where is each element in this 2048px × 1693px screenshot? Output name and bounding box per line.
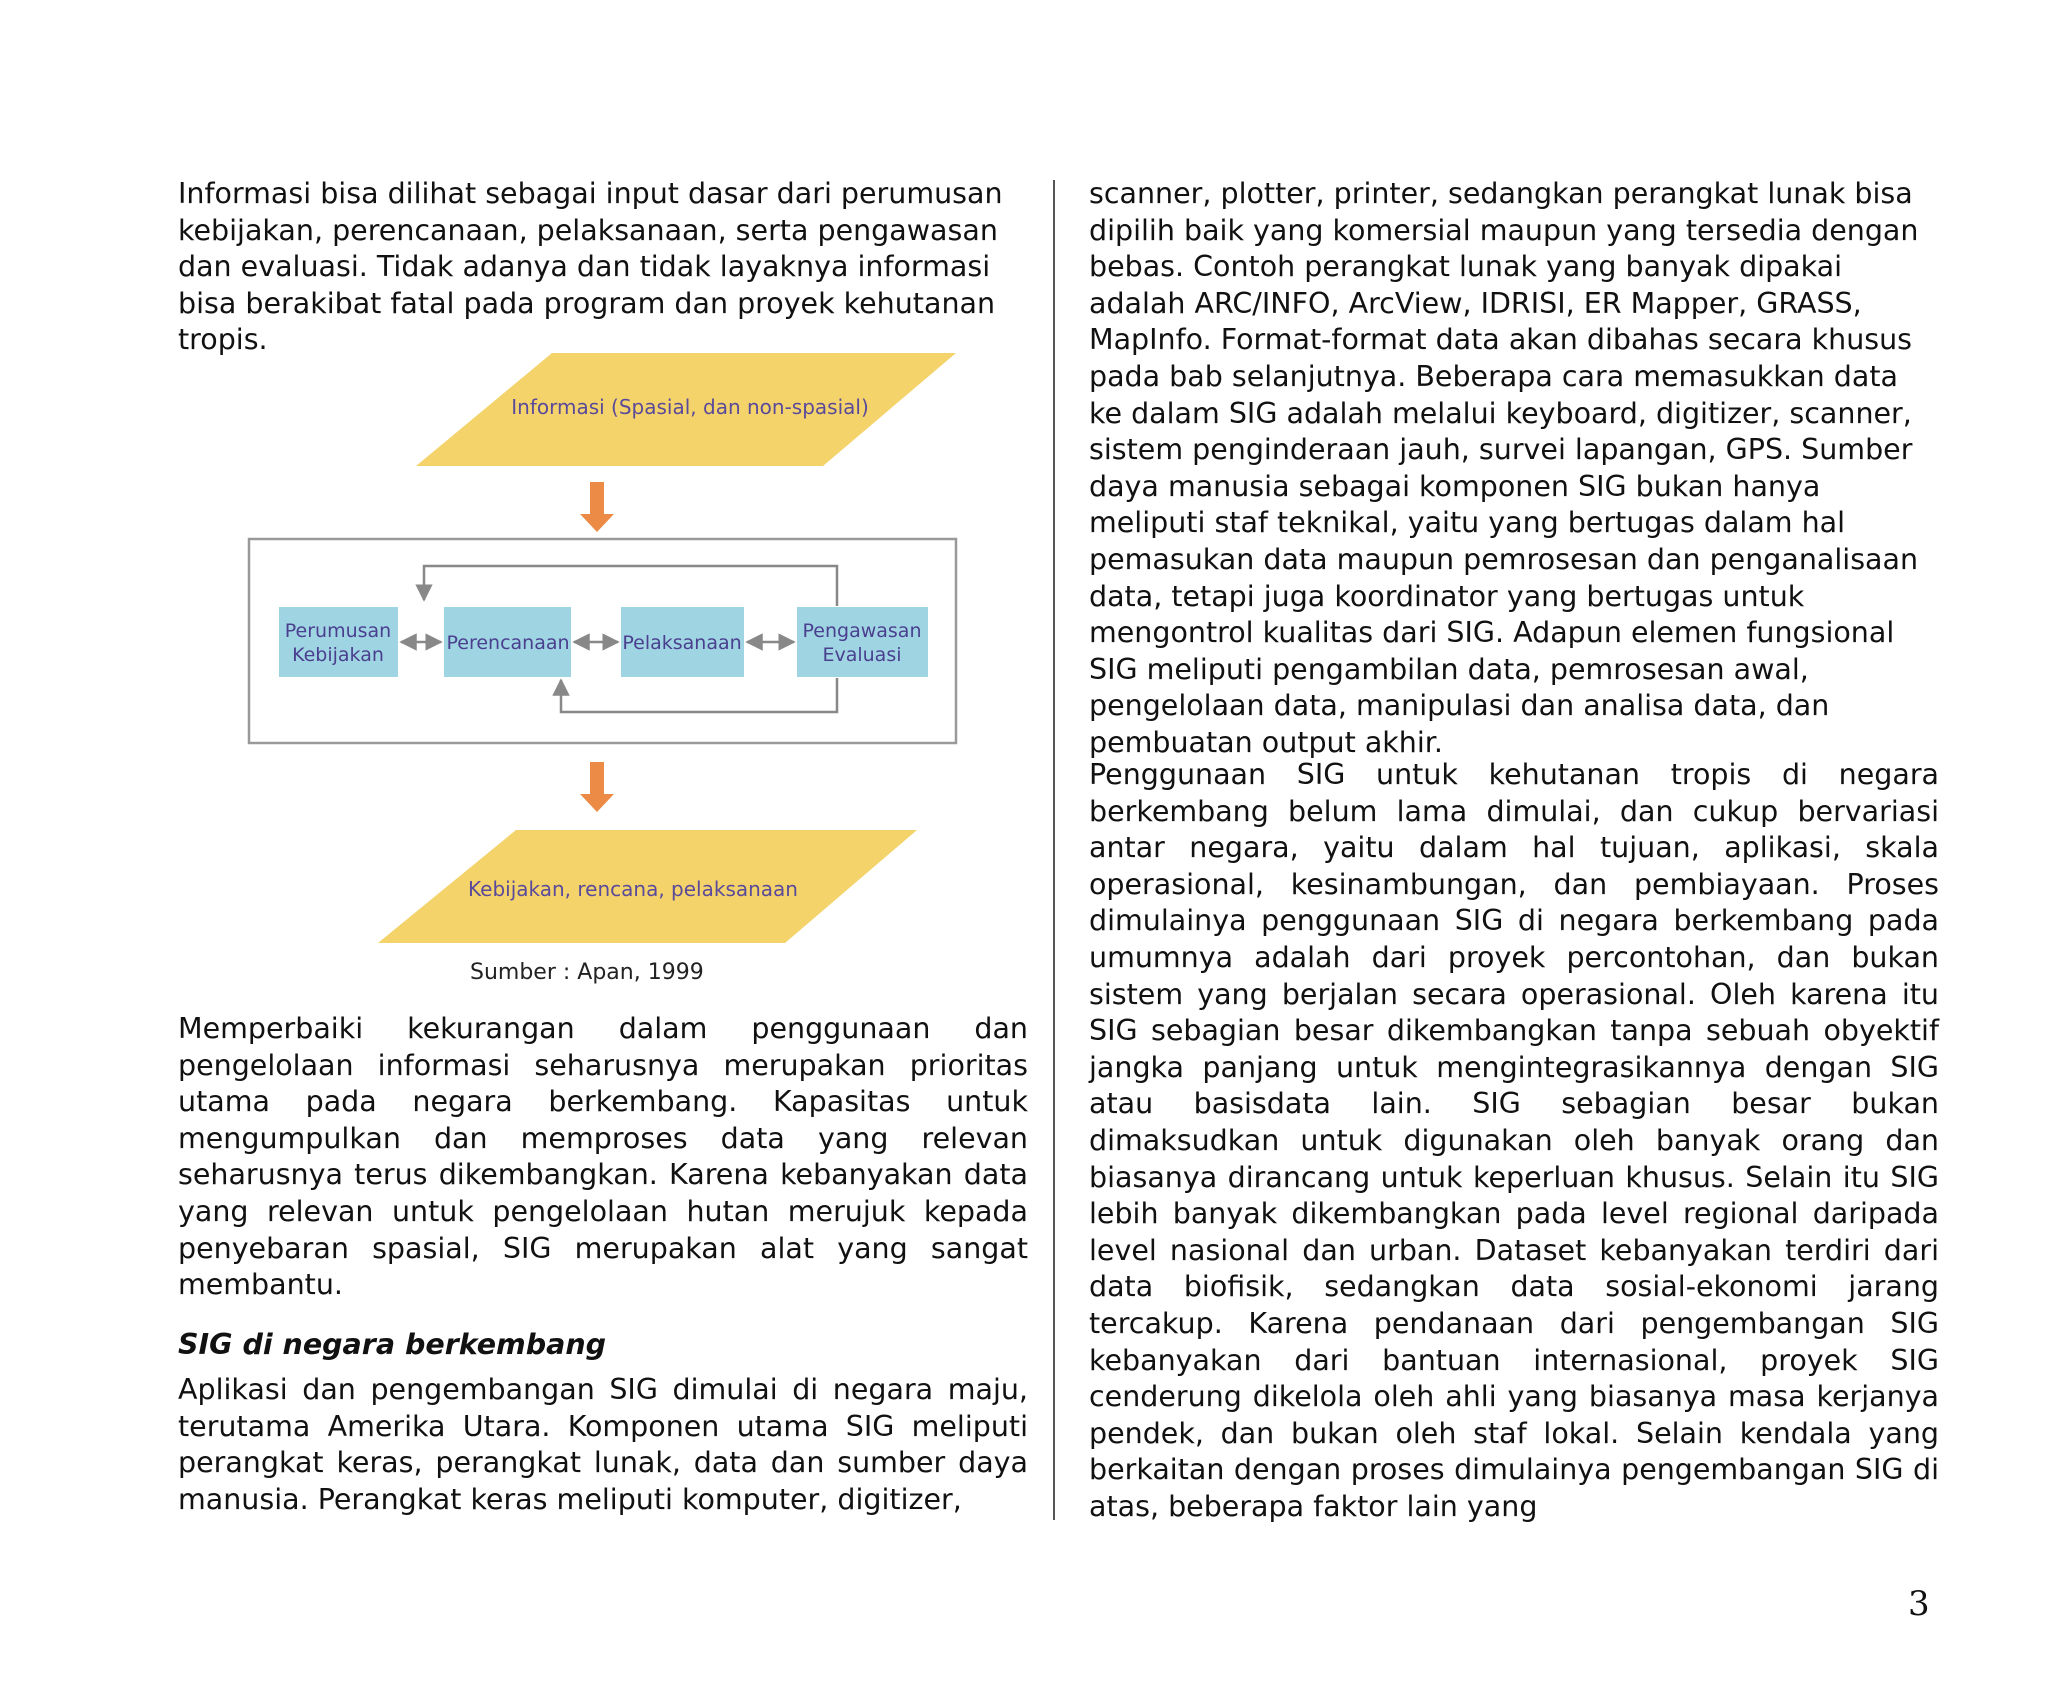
right-paragraph-components: scanner, plotter, printer, sedangkan perangkat lunak bisa dipilih baik yang komersial maupun yang tersedia dengan bebas. Contoh perangkat lunak yang banyak dipakai adalah ARC/INFO, ArcView, IDRISI, ER Mapper, GRASS, MapInfo. Format-format data akan dibahas secara khusus pada bab selanjutnya. Beberapa cara memasukkan data ke dalam SIG adalah melalui keyboard, digitizer, scanner, sistem penginderaan jauh, survei lapangan, GPS. Sumber daya manusia sebagai komponen SIG bukan hanya meliputi staf teknikal, yaitu yang bertugas dalam hal pemasukan data maupun pemrosesan dan penganalisaan data, tetapi juga koordinator yang bertugas untuk mengontrol kualitas dari SIG. Adapun elemen fungsional SIG meliputi pengambilan data, pemrosesan awal, pengelolaan data, manipulasi dan analisa data, dan pembuatan output akhir. [1089,177,1919,759]
node-pengawasan [797,607,928,677]
column-divider [1053,180,1055,1520]
feedback-line-top [424,566,837,606]
node-perumusan-line1: Perumusan [284,620,392,642]
down-arrow-icon [580,762,614,812]
section-heading: SIG di negara berkembang [178,1328,607,1361]
feedback-line-bottom [561,678,837,712]
left-column-bottom [178,1372,1028,1518]
node-pengawasan-line2: Evaluasi [822,644,902,666]
node-perencanaan-label: Perencanaan [446,632,570,654]
node-perumusan-line2: Kebijakan [292,644,384,666]
right-paragraph-usage: Penggunaan SIG untuk kehutanan tropis di negara berkembang belum lama dimulai, dan cukup bervariasi antar negara, yaitu dalam hal tujuan, aplikasi, skala operasional, kesinambungan, dan pembiayaan. Proses dimulainya penggunaan SIG di negara berkembang pada umumnya adalah dari proyek percontohan, dan bukan sistem yang berjalan secara operasional. Oleh karena itu SIG sebagian besar dikembangkan tanpa sebuah obyektif jangka panjang untuk mengintegrasikannya dengan SIG atau basisdata lain. SIG sebagian besar bukan dimaksudkan untuk digunakan oleh banyak orang dan biasanya dirancang untuk keperluan khusus. Selain itu SIG lebih banyak dikembangkan pada level regional daripada level nasional dan urban. Dataset kebanyakan terdiri dari data biofisik, sedangkan data sosial-ekonomi jarang tercakup. Karena pendanaan dari pengembangan SIG kebanyakan dari bantuan internasional, proyek SIG cenderung dikelola oleh ahli yang biasanya masa kerjanya pendek, dan bukan oleh staf lokal. Selain kendala yang berkaitan dengan proses dimulainya pengembangan SIG di atas, beberapa faktor lain yang [1089,758,1939,1523]
left-column-middle [178,1011,1028,1304]
left-paragraph-improvement: Memperbaiki kekurangan dalam penggunaan dan pengelolaan informasi seharusnya merupakan prioritas utama pada negara berkembang. Kapasitas untuk mengumpulkan dan memproses data yang relevan seharusnya terus dikembangkan. Karena kebanyakan data yang relevan untuk pengelolaan hutan merujuk kepada penyebaran spasial, SIG merupakan alat yang sangat membantu. [178,1012,1028,1302]
input-label: Informasi (Spasial, dan non-spasial) [511,395,869,419]
left-paragraph-application: Aplikasi dan pengembangan SIG dimulai di negara maju, terutama Amerika Utara. Komponen utama SIG meliputi perangkat keras, perangkat lunak, data dan sumber daya manusia. Perangkat keras meliputi komputer, digitizer, [178,1373,1028,1516]
right-column-lower [1089,757,1939,1525]
down-arrow-icon [580,482,614,532]
right-column [1089,176,1939,762]
node-pelaksanaan-label: Pelaksanaan [622,632,742,654]
output-label: Kebijakan, rencana, pelaksanaan [468,877,798,901]
figure-source: Sumber : Apan, 1999 [470,960,704,985]
page-number: 3 [1908,1584,1930,1624]
node-pengawasan-line1: Pengawasan [802,620,922,642]
node-perumusan [279,607,398,677]
left-paragraph-intro: Informasi bisa dilihat sebagai input dasar dari perumusan kebijakan, perencanaan, pelaksanaan, serta pengawasan dan evaluasi. Tidak adanya dan tidak layaknya informasi bisa berakibat fatal pada program dan proyek kehutanan tropis. [178,177,1003,357]
